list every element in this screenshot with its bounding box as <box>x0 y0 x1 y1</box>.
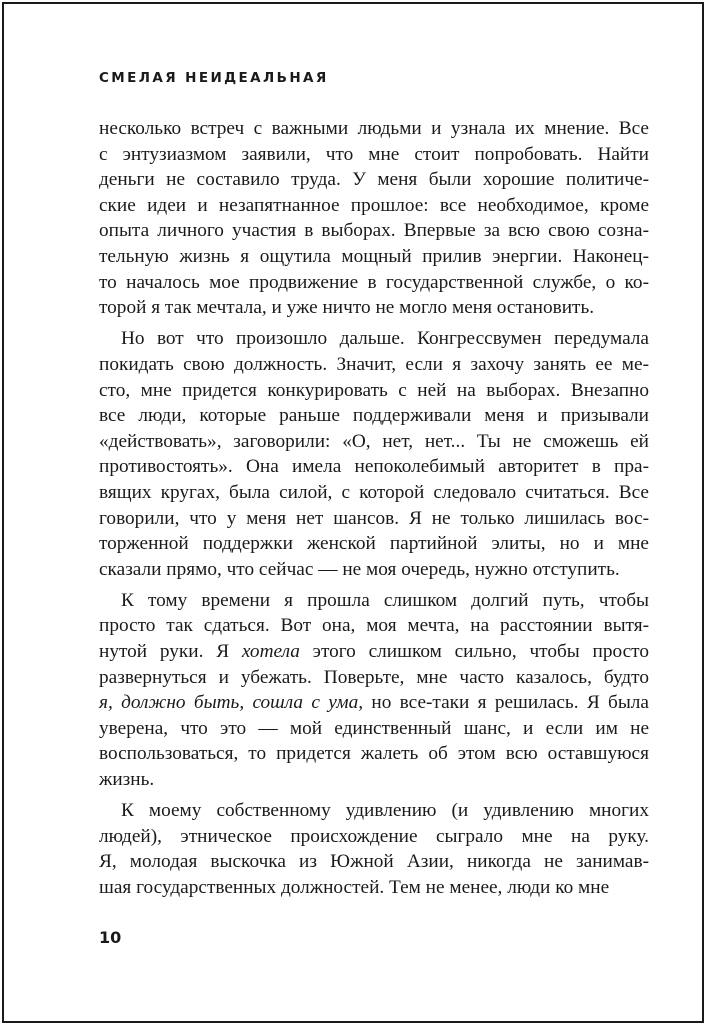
text-line: просто так сдаться. Вот она, моя мечта, на расстоянии вытя- <box>99 615 649 637</box>
text-line: покидать свою должность. Значит, если я захочу занять ее ме- <box>99 353 649 375</box>
text-line: несколько встреч с важными людьми и узнала их мнение. Все <box>99 118 649 139</box>
text-line: К моему собственному удивлению (и удивлению многих <box>121 800 649 822</box>
text-line: все люди, которые раньше поддерживали меня и призывали <box>99 405 649 427</box>
text-line: деньги не составило труда. У меня были хорошие политиче- <box>99 169 649 191</box>
text-line: Я, молодая выскочка из Южной Азии, никогда не занимав- <box>99 851 649 873</box>
text-line: Но вот что произошло дальше. Конгрессвумен передумала <box>121 328 649 350</box>
text-line: «действовать», заговорили: «О, нет, нет... Ты не сможешь ей <box>99 430 649 452</box>
text-line: шая государственных должностей. Тем не менее, люди ко мне <box>99 877 610 898</box>
paragraph <box>99 588 649 793</box>
text-line: жизнь. <box>99 769 155 791</box>
text-line: говорили, что у меня нет шансов. Я не только лишилась вос- <box>99 507 649 529</box>
text-run: но все-таки я решилась. Я была <box>363 692 649 714</box>
emphasis-text: хотела <box>241 641 300 663</box>
text-line: то началось мое продвижение в государственной службе, о ко- <box>99 271 649 293</box>
text-line: вящих кругах, была силой, с которой следовало считаться. Все <box>99 481 649 503</box>
text-line: развернуться и убежать. Поверьте, мне часто казалось, будто <box>99 666 649 688</box>
text-line: тельную жизнь я ощутила мощный прилив энергии. Наконец- <box>99 245 649 267</box>
text-line <box>99 639 649 665</box>
paragraph <box>99 116 649 321</box>
text-line: людей), этническое происхождение сыграло мне на руку. <box>99 825 649 847</box>
text-line: торженной поддержки женской партийной элиты, но и мне <box>99 533 649 555</box>
body-text <box>99 116 649 906</box>
text-line: сказали прямо, что сейчас — не моя очередь, нужно отступить. <box>99 558 620 580</box>
text-run: нутой руки. Я <box>99 641 242 663</box>
running-head: СМЕЛАЯ НЕИДЕАЛЬНАЯ <box>99 70 329 86</box>
paragraph <box>99 326 649 582</box>
page-number: 10 <box>99 928 122 947</box>
text-line: К тому времени я прошла слишком долгий путь, чтобы <box>121 589 649 611</box>
text-line: с энтузиазмом заявили, что мне стоит попробовать. Найти <box>99 143 649 165</box>
text-line: ские идеи и незапятнанное прошлое: все необходимое, кроме <box>99 194 649 216</box>
emphasis-text: я, должно быть, сошла с ума, <box>99 692 364 714</box>
text-line: торой я так мечтала, и уже ничто не могло меня остановить. <box>99 297 595 319</box>
text-line: воспользоваться, то придется жалеть об этом всю оставшуюся <box>99 743 649 765</box>
paragraph <box>99 798 649 900</box>
text-line: сто, мне придется конкурировать с ней на выборах. Внезапно <box>99 379 649 401</box>
text-line: противостоять». Она имела непоколебимый авторитет в пра- <box>99 456 649 478</box>
text-line <box>99 690 649 716</box>
text-run: этого слишком сильно, чтобы просто <box>299 641 649 663</box>
text-line: опыта личного участия в выборах. Впервые за всю свою созна- <box>99 220 649 242</box>
text-line: уверена, что это — мой единственный шанс, и если им не <box>99 717 649 739</box>
